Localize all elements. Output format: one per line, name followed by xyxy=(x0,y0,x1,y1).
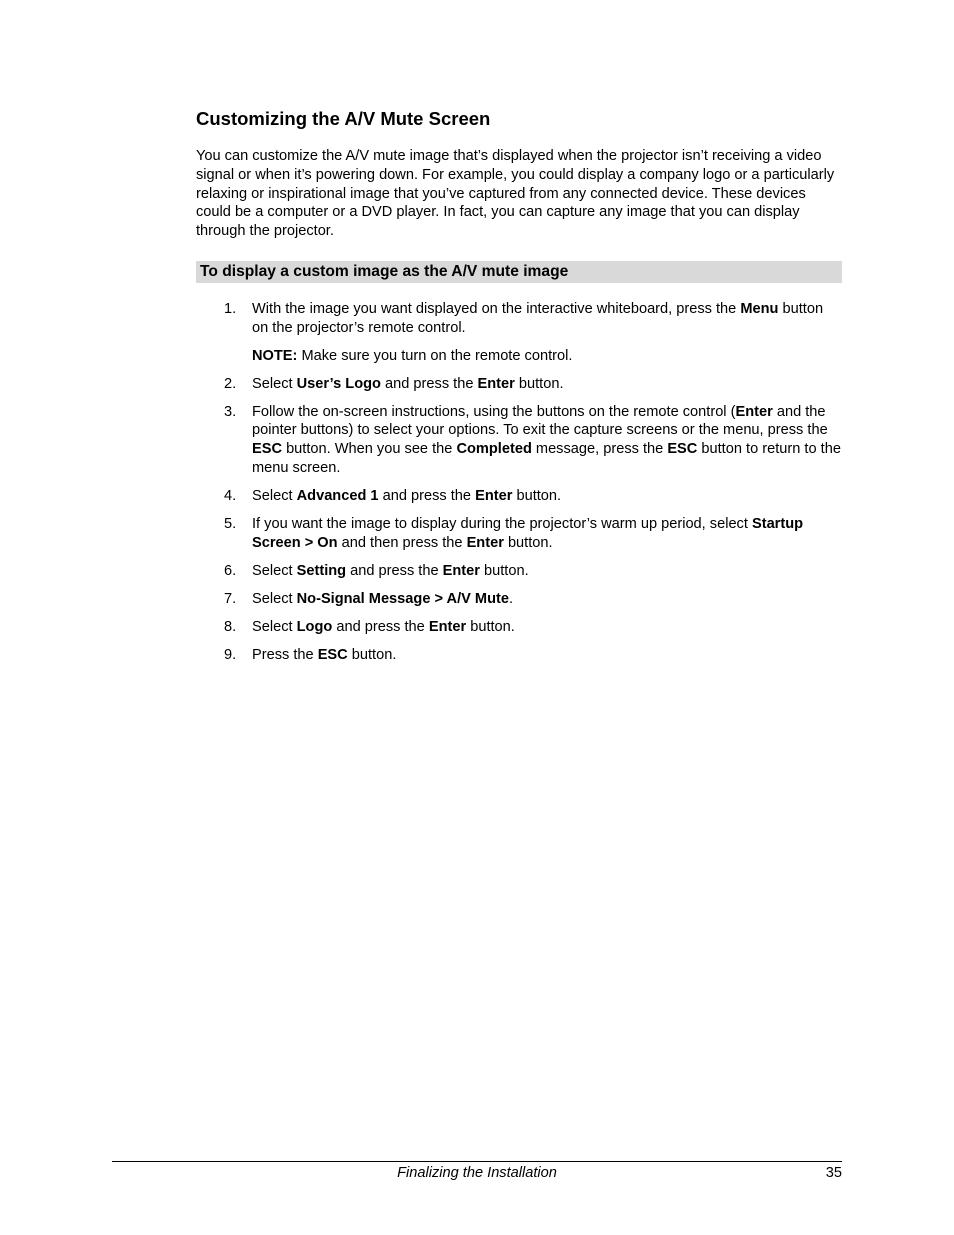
step-item xyxy=(196,300,842,365)
step-text-segment: Select xyxy=(252,562,297,579)
step-text-segment: and press the xyxy=(380,375,478,392)
step-item xyxy=(196,562,842,581)
steps-list xyxy=(196,300,842,664)
step-text-segment: If you want the image to display during the projector’s warm up period, select xyxy=(252,515,752,532)
step-number: 5. xyxy=(224,515,237,532)
step-text-segment: and press the xyxy=(378,487,476,504)
step-text-segment: button. xyxy=(503,534,553,551)
step-text-segment: Select xyxy=(252,375,297,392)
section-title: Customizing the A/V Mute Screen xyxy=(196,108,491,129)
step-keyword: Enter xyxy=(428,618,467,635)
step-keyword: Enter xyxy=(466,534,504,551)
note-text: Make sure you turn on the remote control. xyxy=(297,347,573,364)
step-keyword: ESC xyxy=(667,441,698,458)
step-text-segment: button. When you see the xyxy=(282,441,457,458)
step-text-segment: button. xyxy=(479,562,529,579)
step-number: 2. xyxy=(224,375,237,392)
step-keyword: Advanced 1 xyxy=(296,487,379,504)
step-text-segment: button to return to the menu screen. xyxy=(252,441,841,476)
step-number: 9. xyxy=(224,646,237,663)
step-text xyxy=(252,562,842,581)
footer-chapter-title: Finalizing the Installation xyxy=(397,1165,557,1181)
page-content xyxy=(196,107,842,674)
step-keyword: Setting xyxy=(296,562,347,579)
step-text xyxy=(252,300,842,338)
step-number: 7. xyxy=(224,590,237,607)
step-item xyxy=(196,487,842,506)
step-text xyxy=(252,618,842,637)
step-item xyxy=(196,618,842,637)
step-keyword: Enter xyxy=(475,487,513,504)
step-text-segment: button. xyxy=(512,487,562,504)
step-note xyxy=(252,347,842,366)
step-keyword: No-Signal Message > A/V Mute xyxy=(296,590,509,607)
step-text xyxy=(252,646,842,665)
step-number: 8. xyxy=(224,618,237,635)
step-text-segment: Select xyxy=(252,618,297,635)
step-text-segment: and then press the xyxy=(337,534,467,551)
note-label: NOTE: xyxy=(252,347,298,364)
step-keyword: Enter xyxy=(735,403,773,420)
step-keyword: Enter xyxy=(442,562,480,579)
step-item xyxy=(196,646,842,665)
step-number: 4. xyxy=(224,487,237,504)
step-text-segment: button. xyxy=(347,646,397,663)
procedure-heading: To display a custom image as the A/V mute image xyxy=(196,261,842,283)
step-item xyxy=(196,403,842,478)
step-text xyxy=(252,403,842,478)
page-number: 35 xyxy=(825,1165,842,1181)
step-text-segment: message, press the xyxy=(531,441,668,458)
step-keyword: ESC xyxy=(317,646,348,663)
step-text-segment: Press the xyxy=(252,646,318,663)
step-text-segment: button. xyxy=(466,618,515,635)
step-keyword: Completed xyxy=(456,441,532,458)
step-item xyxy=(196,375,842,394)
step-text-segment: button on the projector’s remote control. xyxy=(252,300,824,336)
step-text xyxy=(252,515,842,553)
step-text-segment: button. xyxy=(514,375,564,392)
step-number: 3. xyxy=(224,403,237,420)
step-item xyxy=(196,515,842,553)
step-number: 1. xyxy=(224,300,237,317)
step-keyword: User’s Logo xyxy=(296,375,381,392)
step-text-segment: and press the xyxy=(332,618,429,635)
step-keyword: Startup Screen > On xyxy=(252,515,804,551)
step-keyword: Enter xyxy=(477,375,515,392)
step-text-segment: Select xyxy=(252,487,297,504)
footer-rule xyxy=(112,1161,842,1162)
step-keyword: ESC xyxy=(252,441,283,458)
step-keyword: Menu xyxy=(740,300,779,317)
step-text xyxy=(252,590,842,609)
step-text-segment: Select xyxy=(252,590,297,607)
step-keyword: Logo xyxy=(296,618,333,635)
step-text-segment: Follow the on-screen instructions, using the buttons on the remote control ( xyxy=(252,403,736,420)
step-text-segment: With the image you want displayed on the interactive whiteboard, press the xyxy=(252,300,741,317)
step-text xyxy=(252,487,842,506)
step-item xyxy=(196,590,842,609)
step-text-segment: . xyxy=(508,590,514,607)
intro-paragraph: You can customize the A/V mute image that’s displayed when the projector isn’t receiving a video signal or when it’s powering down. For example, you could display a company logo or a particularly relaxing or inspirational image that you’ve captured from any connected device. These devices could be a computer or a DVD player. In fact, you can capture any image that you can display through the projector. xyxy=(196,148,835,240)
step-text-segment: and press the xyxy=(346,562,443,579)
step-text xyxy=(252,375,842,394)
step-text-segment: and the pointer buttons) to select your options. To exit the capture screens or the menu, press the xyxy=(252,403,828,439)
step-number: 6. xyxy=(224,562,237,579)
